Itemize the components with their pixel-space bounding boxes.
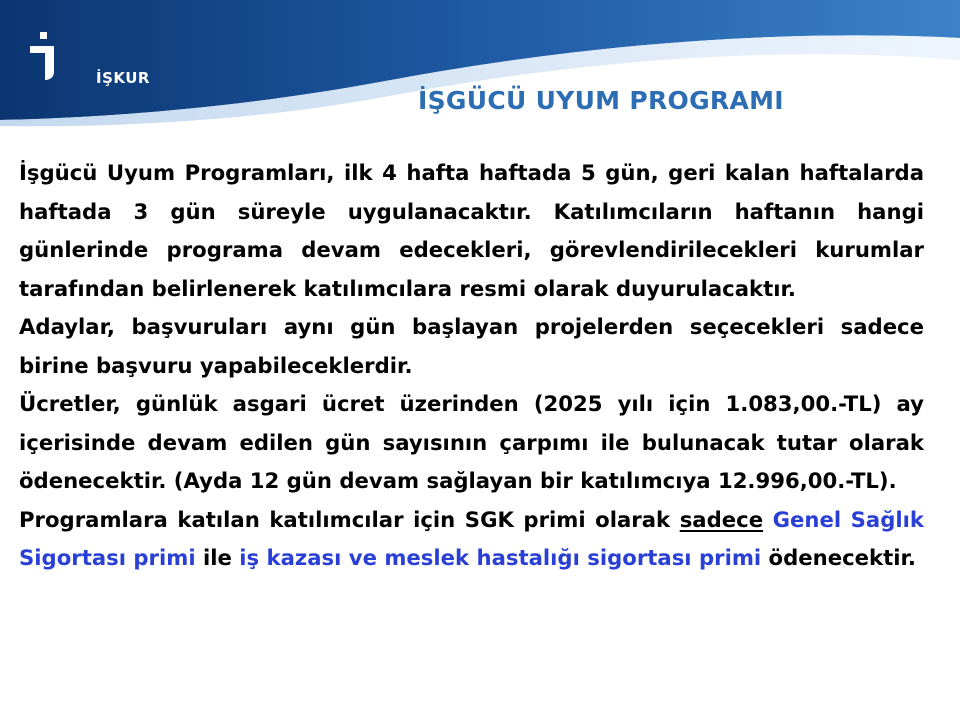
underlined-sadece: sadece — [679, 506, 764, 532]
slide-title: İŞGÜCÜ UYUM PROGRAMI — [418, 86, 784, 115]
insurance-text-1: Programlara katılan katılımcılar için SGK primi olarak — [19, 506, 680, 532]
insurance-space — [763, 507, 773, 532]
paragraph-insurance — [19, 501, 924, 578]
paragraph-wages: Ücretler, günlük asgari ücret üzerinden (2025 yılı için 1.083,00.-TL) ay içerisinde devam edilen gün sayısının çarpımı ile bulunacak tutar olarak ödenecektir. (Ayda 12 gün devam sağlayan bir katılımcıya 12.996,00.-TL). — [19, 391, 924, 493]
slide-body — [19, 154, 924, 578]
highlight-accident-insurance: iş kazası ve meslek hastalığı sigortası primi — [239, 545, 762, 570]
paragraph-schedule: İşgücü Uyum Programları, ilk 4 hafta haftada 5 gün, geri kalan haftalarda haftada 3 gün süreyle uygulanacaktır. Katılımcıların haftanın hangi günlerinde programa devam edecekleri, görevlendirilecekleri kurumlar tarafından belirlenerek katılımcılara resmi olarak duyurulacaktır. — [19, 160, 924, 301]
paragraph-application: Adaylar, başvuruları aynı gün başlayan projelerden seçecekleri sadece birine başvuru yapabileceklerdir. — [19, 314, 924, 378]
highlight-gss: Genel Sağlık Sigortası primi — [19, 506, 924, 570]
insurance-text-2: ile — [195, 545, 240, 570]
iskur-logo — [26, 26, 150, 87]
insurance-text-3: ödenecektir. — [761, 545, 916, 570]
logo-text: İŞKUR — [96, 69, 150, 87]
